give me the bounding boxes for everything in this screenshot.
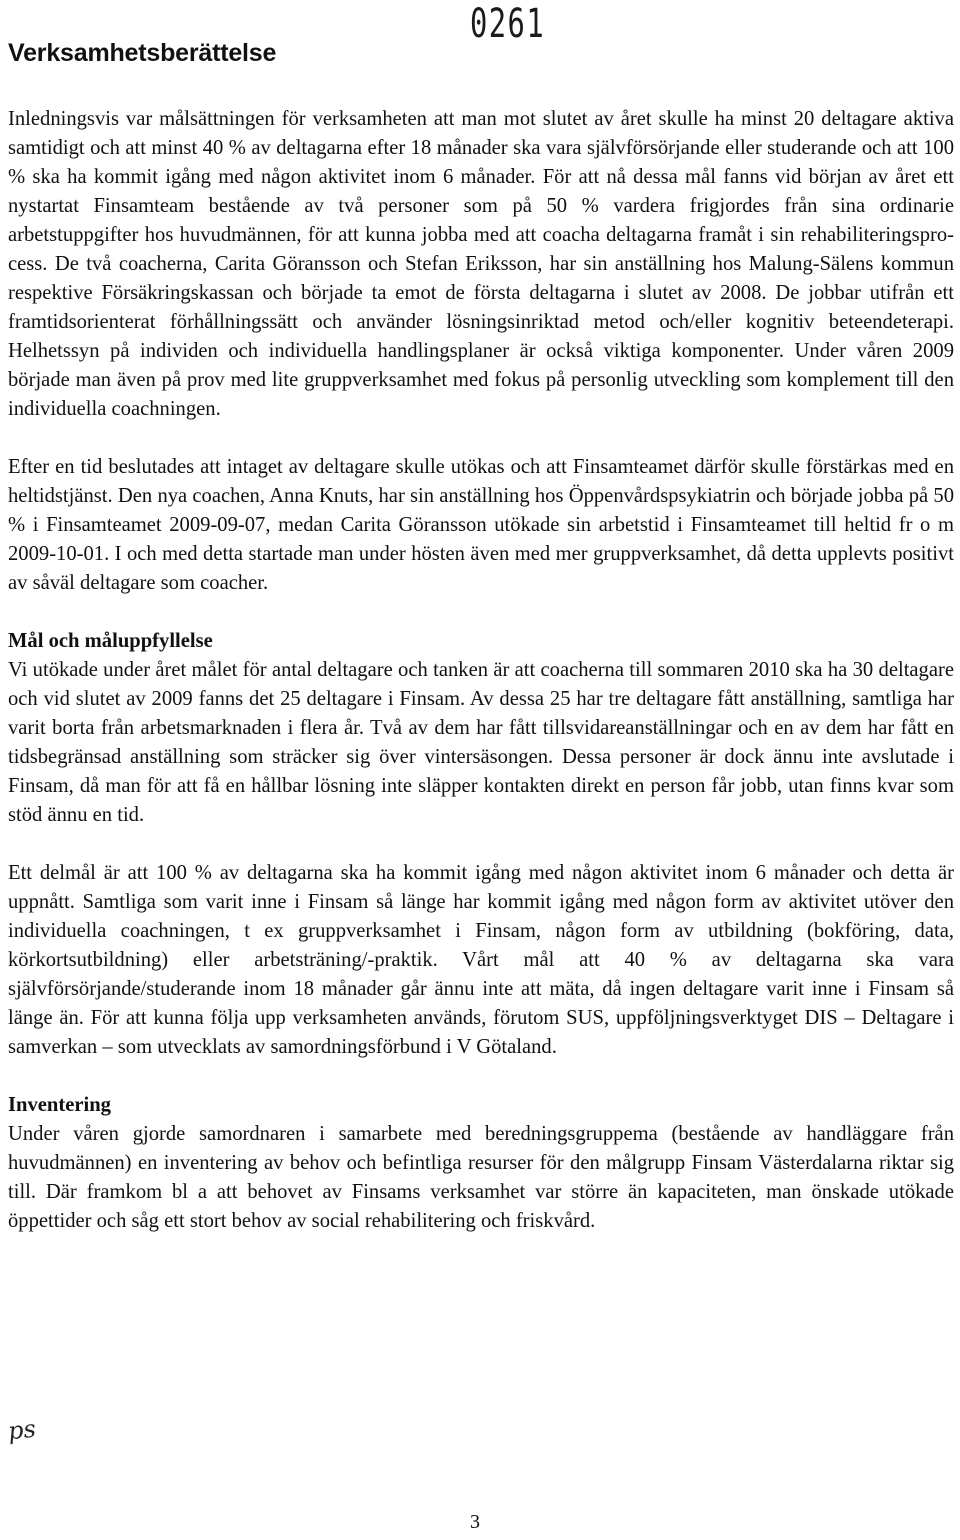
document-stamp-number: 0261 (470, 1, 546, 47)
section-heading-inventory: Inventering (8, 1094, 111, 1116)
handwritten-initials: ps (6, 1414, 38, 1446)
paragraph-subgoals: Ett delmål är att 100 % av deltagarna ska ha kommit igång med någon aktivitet inom 6 månader och detta är uppnått. Samtliga som varit inne i Finsam så länge har kommit igång med någon form av aktivitet utöver den individuella coachningen, t ex gruppverksamhet i Finsam, någon form av utbildning (bokföring, data, körkortsutbildning) eller arbetsträning/-praktik. Vårt mål att 40 % av deltagarna ska vara självförsörjande/studerande inom 18 månader går ännu inte att mäta, då ingen deltagare varit inne i Finsam så länge än. För att kunna följa upp verksamheten används, förutom SUS, uppföljningsverktyget DIS – Deltagare i samverkan – som utvecklats av samordningsförbund i V Götaland. (8, 862, 954, 1058)
paragraph-goals: Vi utökade under året målet för antal deltagare och tanken är att coacherna till sommaren 2010 ska ha 30 deltagare och vid slutet av 2009 fanns det 25 deltagare i Finsam. Av dessa 25 har tre deltagare fått anställning, samtliga har varit borta från arbetsmarknaden i flera år. Två av dem har fått tillsvidareanställningar och en av dem har fått en tidsbegränsad anställning som sträcker sig över vintersäsongen. Dessa personer är dock ännu inte avslutade i Finsam, då man för att få en hållbar lösning inte släpper kontakten direkt en person får jobb, utan finns kvar som stöd ännu en tid. (8, 659, 954, 826)
page-number: 3 (470, 1511, 480, 1533)
paragraph-inventory: Under våren gjorde samordnaren i samarbete med beredningsgruppema (bestående av handläggare från huvudmännen) en inventering av behov och befintliga resurser för den målgrupp Finsam Västerdalarna riktar sig till. Där framkom bl a att behovet av Finsams verksamhet var större än kapaciteten, man önskade utökade öppettider och såg ett stort behov av social rehabilitering och friskvård. (8, 1123, 954, 1232)
document-body (8, 105, 954, 1265)
document-title: Verksamhetsberättelse (8, 39, 277, 67)
section-heading-goals: Mål och måluppfyllelse (8, 630, 213, 652)
paragraph-expansion: Efter en tid beslutades att intaget av deltagare skulle utökas och att Finsamteamet därför skulle förstärkas med en heltidstjänst. Den nya coachen, Anna Knuts, har sin anställning hos Öppenvårdspsykiatrin och började jobba på 50 % i Finsamteamet 2009-09-07, medan Carita Göransson utökade sin arbetstid i Finsamteamet till heltid fr o m 2009-10-01. I och med detta startade man under hösten även med mer gruppverksamhet, då detta upplevts positivt av såväl deltagare som coacher. (8, 456, 954, 594)
paragraph-intro: Inledningsvis var målsättningen för verksamheten att man mot slutet av året skulle ha minst 20 deltagare aktiva samtidigt och att minst 40 % av deltagarna efter 18 månader ska vara självförsörjande eller studerande och att 100 % ska ha kommit igång med någon aktivitet inom 6 månader. För att nå dessa mål fanns vid början av året ett nystartat Finsamteam bestående av två personer som på 50 % vardera frigjordes från sina ordinarie arbetstuppgifter hos huvudmännen, för att kunna jobba med att coacha deltagarna framåt i sin rehabiliteringsprocess. De två coacherna, Carita Göransson och Stefan Eriksson, har sin anställning hos Malung-Sälens kommun respektive Försäkringskassan och började ta emot de första deltagarna i slutet av 2008. De jobbar utifrån ett framtidsorienterat förhållningssätt och använder lösningsinriktad metod och/eller kognitiv beteendeterapi. Helhetssyn på individen och individuella handlingsplaner är också viktiga komponenter. Under våren 2009 började man även på prov med lite gruppverksamhet med fokus på personlig utveckling som komplement till den individuella coachningen. (8, 108, 954, 420)
